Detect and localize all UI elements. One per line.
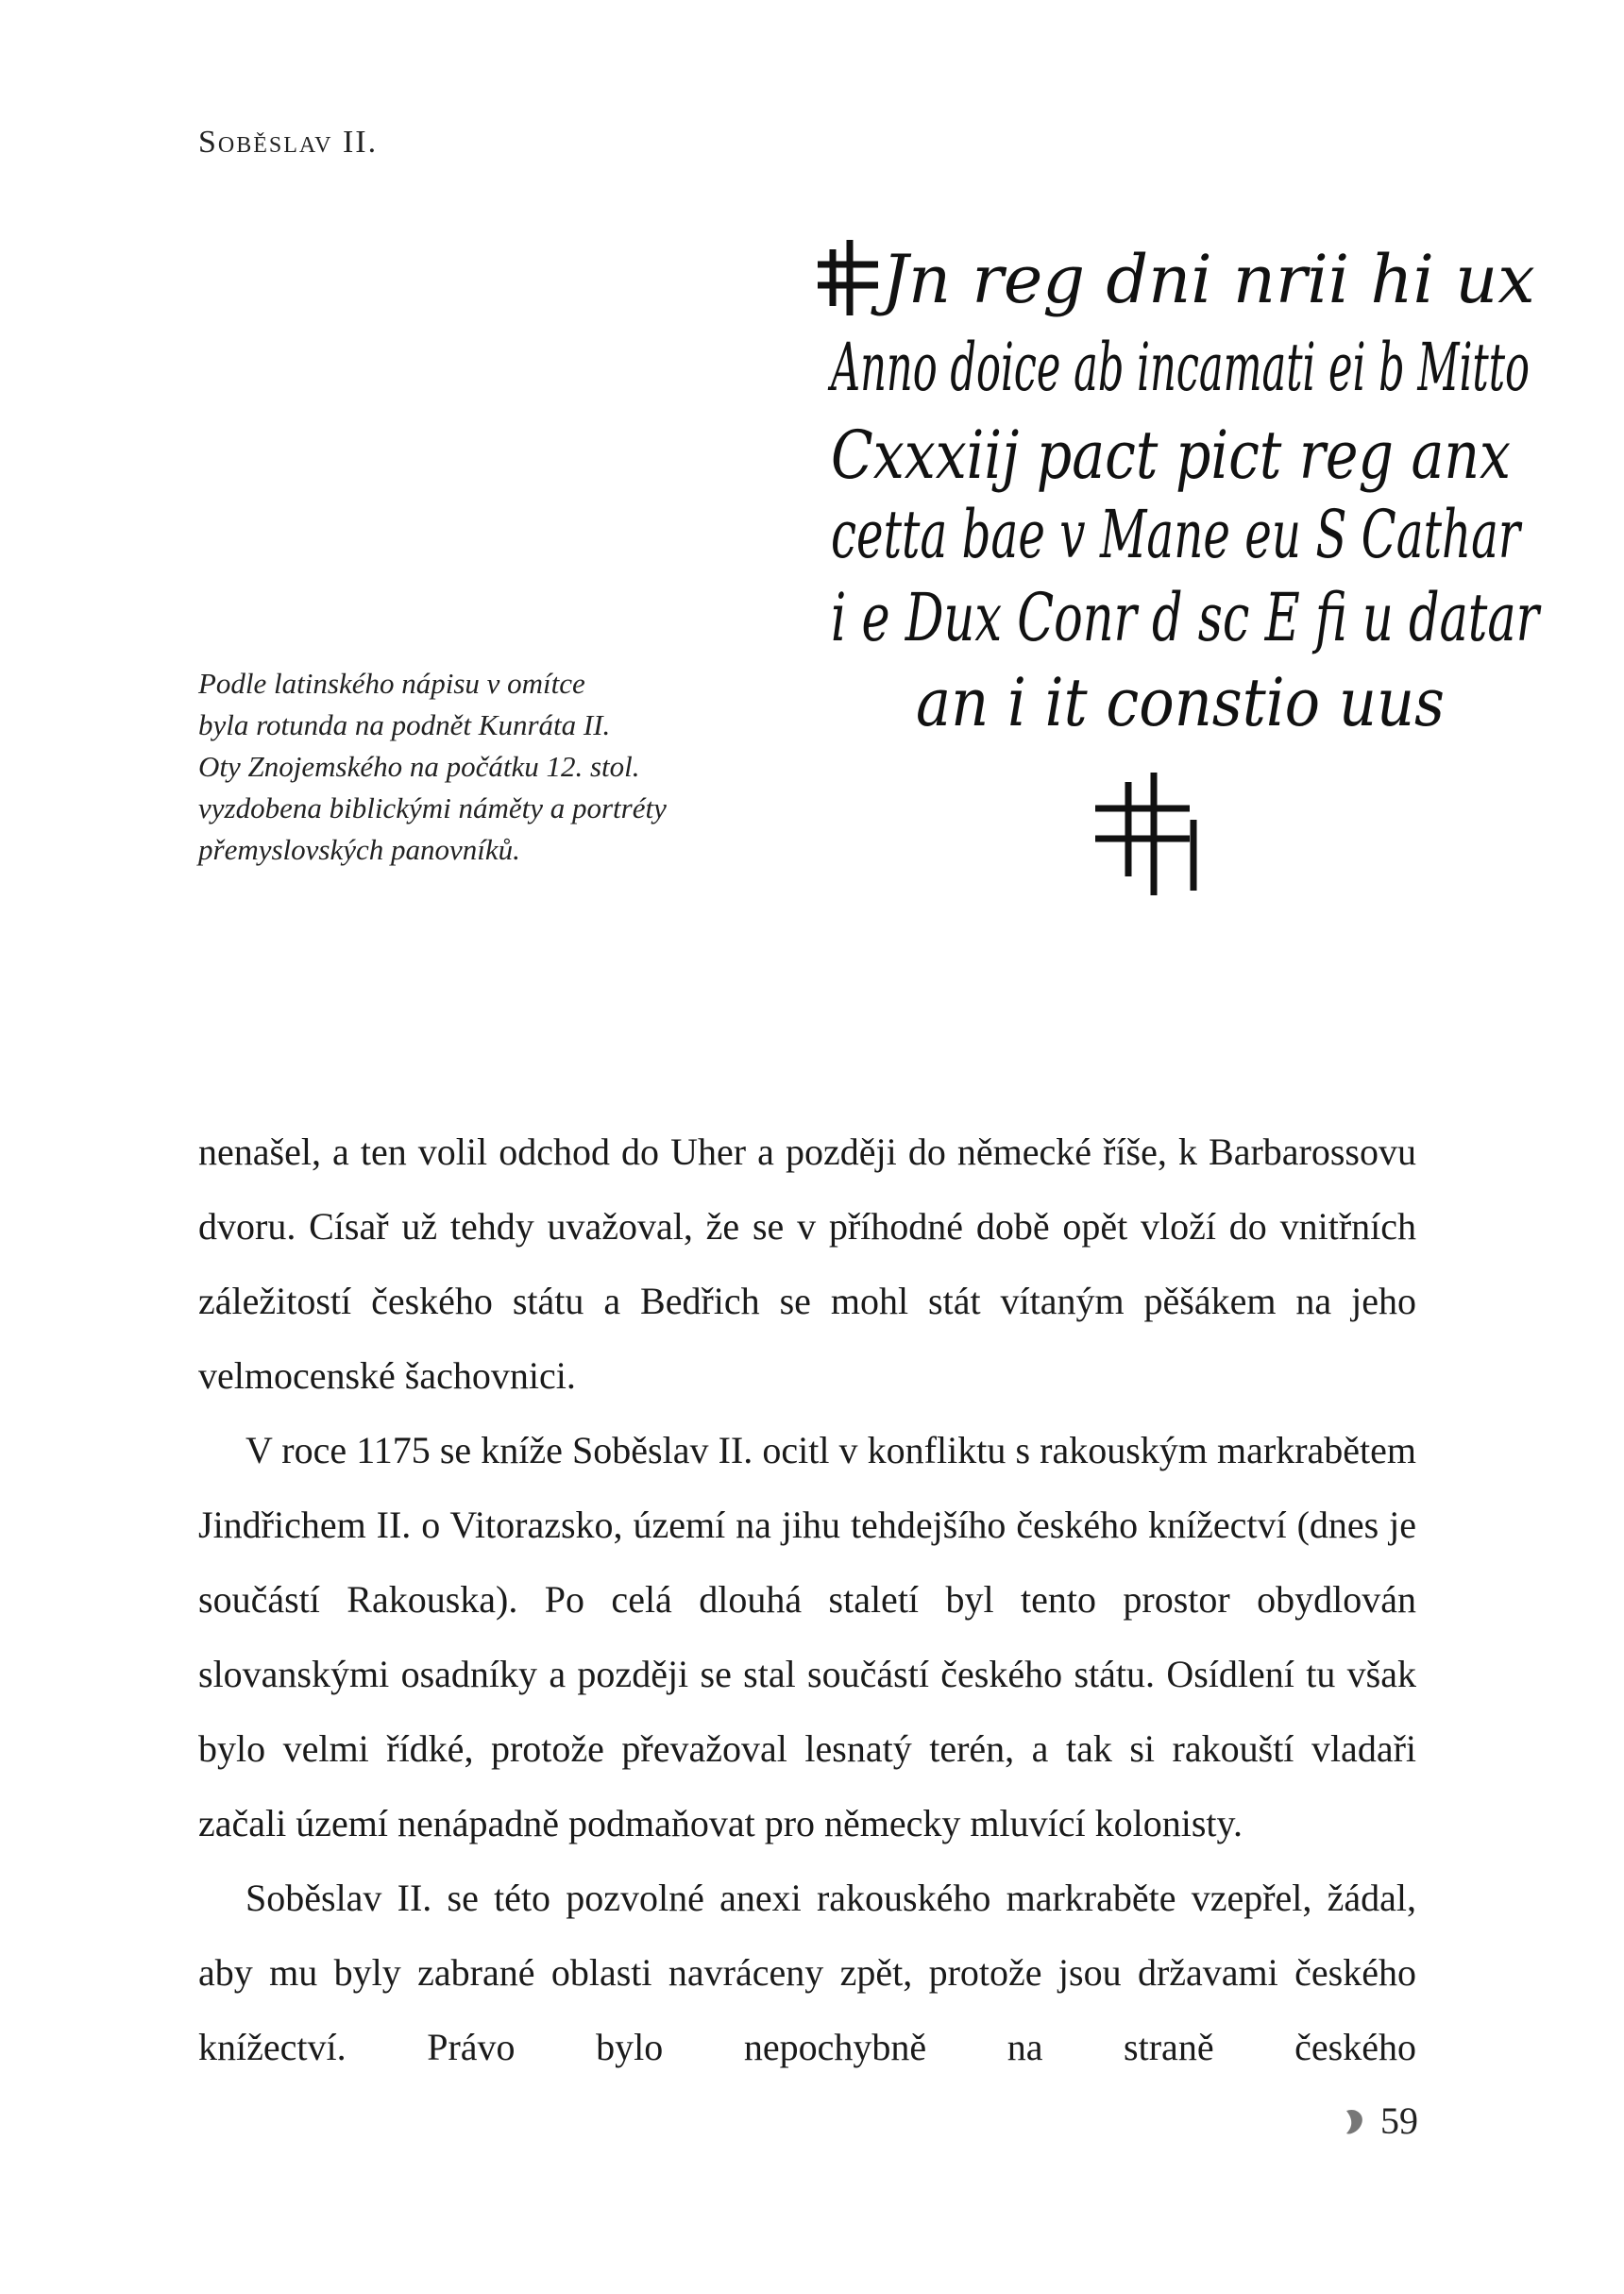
caption-line: vyzdobena biblickými náměty a portréty xyxy=(198,791,667,824)
caption-line: Podle latinského nápisu v omítce xyxy=(198,667,585,700)
inscription-line-4: cetta bae v Mane eu S Cathar xyxy=(831,496,1523,573)
inscription-line-5: i e Dux Conr d sc E fi u datar xyxy=(831,579,1542,656)
inscription-image xyxy=(812,215,1548,914)
page-number: 59 xyxy=(1380,2099,1418,2142)
paragraph: nenašel, a ten volil odchod do Uher a později do německé říše, k Barbarossovu dvoru. Císař už tehdy uvažoval, že se v příhodné době opět vloží do vnitřních záležitostí českého státu a Bedřich se mohl stát vítaným pěšákem na jeho velmocenské šachovnici. xyxy=(198,1130,1416,1397)
leaf-ornament-icon xyxy=(1343,2105,1367,2137)
inscription-line-6: an i it constio uus xyxy=(916,664,1445,741)
inscription-line-1: Jn reg dni nrii hi ux xyxy=(882,241,1535,318)
caption-line: byla rotunda na podnět Kunráta II. xyxy=(198,708,611,741)
paragraph: Soběslav II. se této pozvolné anexi rakouského markraběte vzepřel, žádal, aby mu byly zabrané oblasti navráceny zpět, protože jsou državami českého knížectví. Právo bylo nepochybně na straně českého xyxy=(198,1877,1416,2068)
page-footer xyxy=(1343,2099,1418,2143)
caption-line: přemyslovských panovníků. xyxy=(198,833,520,866)
inscription-drawing xyxy=(812,215,1548,914)
inscription-line-3: Cxxxiij pact pict reg anx xyxy=(831,416,1511,494)
paragraph: V roce 1175 se kníže Soběslav II. ocitl v konfliktu s rakouským markrabětem Jindřichem II. o Vitorazsko, území na jihu tehdejšího českého knížectví (dnes je součástí Rakouska). Po celá dlouhá staletí byl tento prostor obydlován slovanskými osadníky a později se stal součástí českého státu. Osídlení tu však bylo velmi řídké, protože převažoval lesnatý terén, a tak si rakouští vladaři začali území nenápadně podmaňovat pro německy mluvící kolonisty. xyxy=(198,1429,1416,1844)
inscription-line-2: Anno doice ab incamati ei b Mitto xyxy=(827,329,1530,406)
body-text xyxy=(198,1114,1416,2084)
cross-monogram-icon xyxy=(818,240,878,315)
caption-line: Oty Znojemského na počátku 12. stol. xyxy=(198,750,640,783)
figure-caption xyxy=(198,663,821,871)
running-head: Soběslav II. xyxy=(198,125,379,160)
closing-monogram-icon xyxy=(1095,773,1193,895)
